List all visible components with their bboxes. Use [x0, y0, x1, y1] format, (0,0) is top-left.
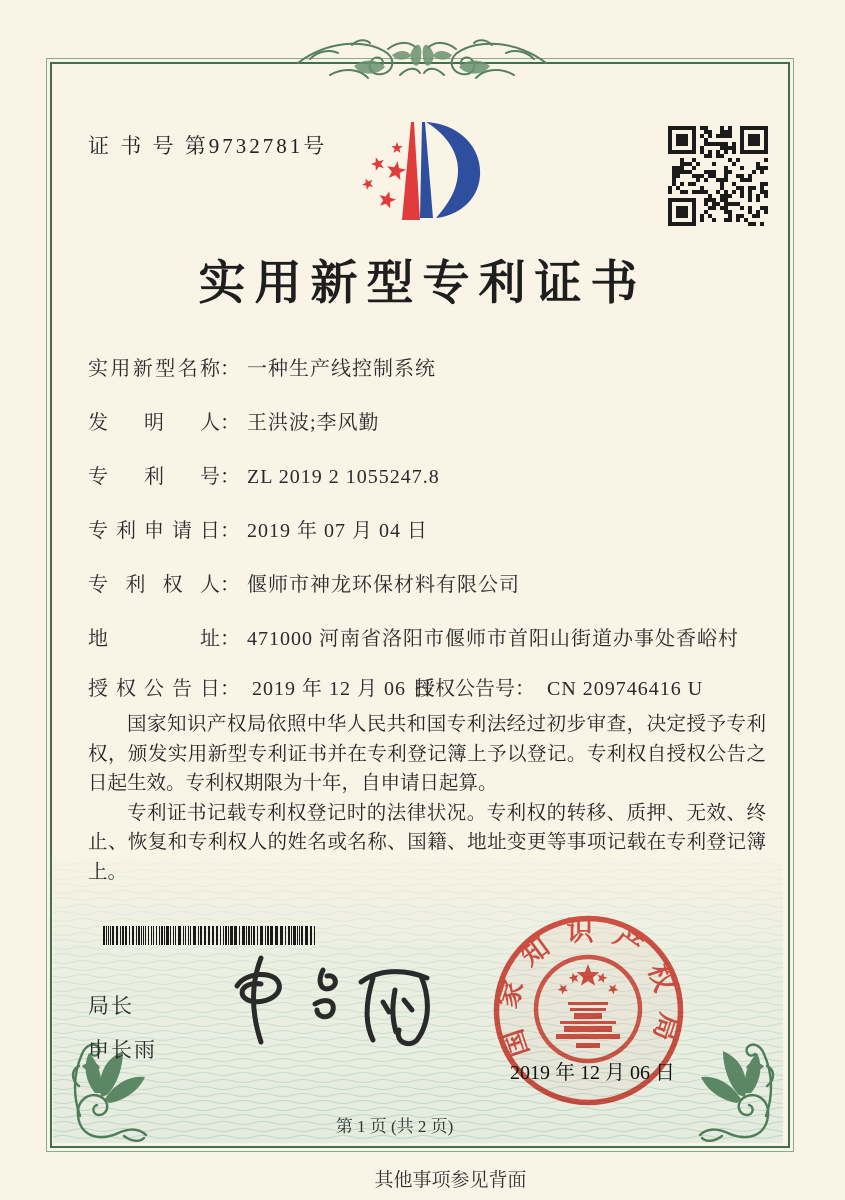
cnipa-logo-icon	[340, 114, 525, 240]
field-label: 专利权人	[88, 574, 220, 596]
field-row-patent-number: 专利号 ： ZL 2019 2 1055247.8	[88, 466, 440, 488]
handwritten-signature-icon	[225, 948, 445, 1056]
grant-date-value: 2019 年 12 月 06 日	[252, 678, 433, 700]
certificate-title: 实用新型专利证书	[198, 258, 647, 310]
page-number: 第 1 页 (共 2 页)	[335, 1117, 454, 1136]
director-name: 申长雨	[88, 1039, 157, 1062]
field-value: ZL 2019 2 1055247.8	[247, 466, 440, 488]
legal-paragraph-2: 专利证书记载专利权登记时的法律状况。专利权的转移、质押、无效、终止、恢复和专利权人的姓名或名称、国籍、地址变更等事项记载在专利登记簿上。	[88, 802, 766, 883]
field-value: 2019 年 07 月 04 日	[247, 520, 428, 542]
field-label: 专利号	[88, 466, 220, 488]
field-row-name: 实用新型名称 ： 一种生产线控制系统	[88, 358, 436, 380]
field-value: 一种生产线控制系统	[247, 358, 436, 380]
field-value: 471000 河南省洛阳市偃师市首阳山街道办事处香峪村	[247, 628, 739, 650]
grant-number-group: 授权公告号： CN 209746416 U	[415, 678, 704, 700]
field-row-inventor: 发明人 ： 王洪波;李风勤	[88, 412, 380, 434]
field-value: 偃师市神龙环保材料有限公司	[247, 574, 520, 596]
grant-number-label: 授权公告号	[415, 678, 515, 700]
seal-date: 2019 年 12 月 06 日	[510, 1062, 675, 1084]
dragon-flourish-icon	[292, 33, 552, 89]
legal-paragraph-1: 国家知识产权局依照中华人民共和国专利法经过初步审查，决定授予专利权，颁发实用新型专利证书并在专利登记簿上予以登记。专利权自授权公告之日起生效。专利权期限为十年，自申请日起算。	[88, 714, 766, 794]
field-label: 发明人	[88, 412, 220, 434]
barcode	[103, 926, 319, 945]
seal-text: 国家知识产权局	[492, 916, 685, 1061]
back-note: 其他事项参见背面	[374, 1170, 527, 1191]
field-label: 专利申请日	[88, 520, 220, 542]
field-row-patentee: 专利权人 ： 偃师市神龙环保材料有限公司	[88, 574, 520, 596]
field-value: 王洪波;李风勤	[247, 412, 380, 434]
grant-row: 授权公告日： 2019 年 12 月 06 日 授权公告号： CN 209746416 U	[88, 678, 704, 700]
field-list	[88, 356, 772, 680]
field-label: 地址	[88, 628, 220, 650]
director-title: 局长	[88, 995, 134, 1018]
certificate-number: 证 书 号 第9732781号	[88, 134, 328, 158]
grant-date-label: 授权公告日	[88, 678, 220, 700]
legal-text	[88, 710, 766, 887]
qr-code	[668, 126, 768, 226]
field-label: 实用新型名称	[88, 358, 220, 380]
grant-number-value: CN 209746416 U	[547, 678, 704, 700]
field-row-filing-date: 专利申请日 ： 2019 年 07 月 04 日	[88, 520, 428, 542]
field-row-address: 地址 ： 471000 河南省洛阳市偃师市首阳山街道办事处香峪村	[88, 628, 739, 650]
